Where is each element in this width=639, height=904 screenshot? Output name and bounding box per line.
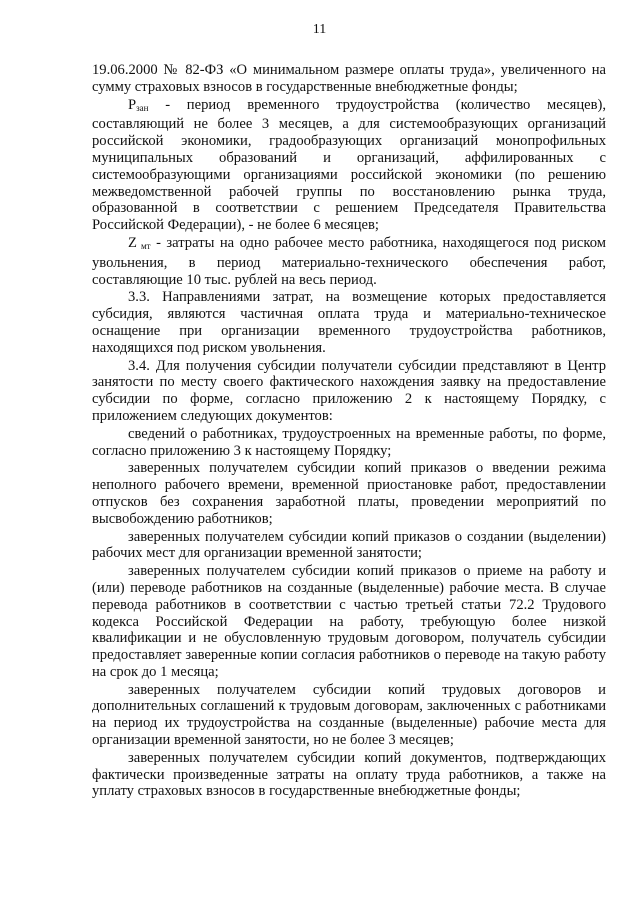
list-item-workplace-creation-orders [92,529,606,563]
list-item-hiring-orders [92,563,606,681]
list-item-labor-contracts [92,682,606,749]
paragraph-text: 3.4. Для получения субсидии получатели субсидии представляют в Центр занятости по месту своего фактического нахождения заявку на предоставление субсидии по форме, согласно приложению 2 к настоящему Порядку, с приложением следующих документов: [92,357,606,424]
formula-symbol: Z $_{мт}$ [128,234,151,251]
paragraph-text: 3.3. Направлениями затрат, на возмещение которых предоставляется субсидия, являются частичная оплата труда и материально-техническое оснащение при организации временного трудоустройства работников, находящихся под риском увольнения. [92,289,606,356]
list-item-expense-documents [92,750,606,800]
paragraph-text: - затраты на одно рабочее место работника, находящегося под риском увольнения, в период материально-технического обеспечения работ, составляющие 10 тыс. рублей на весь период. [92,234,606,288]
formula-symbol: $P_{зан}$ [128,96,149,113]
paragraph-min-wage-reference [92,62,606,96]
paragraph-text: сведений о работниках, трудоустроенных на временные работы, по форме, согласно приложению 3 к настоящему Порядку; [92,425,606,459]
page-number: 11 [312,22,327,37]
paragraph-text: заверенных получателем субсидии копий приказов о приеме на работу и (или) переводе работников на созданные (выделенные) рабочие места. В случае перевода работников в соответствии с частью третьей статьи 72.2 Трудового кодекса Российской Федерации на работу, требующую более низкой квалификации и не обусловленную трудовым договором, получатель субсидии предоставляет заверенные копии согласия работников о переводе на такую работу на срок до 1 месяца; [92,563,606,680]
document-body [92,62,606,800]
list-item-worker-info [92,426,606,460]
paragraph-costs-definition [92,235,606,288]
paragraph-period-definition [92,97,606,234]
paragraph-text: 19.06.2000 № 82-ФЗ «О минимальном размере оплаты труда», увеличенного на сумму страховых взносов в государственные внебюджетные фонды; [92,62,606,95]
paragraph-text: заверенных получателем субсидии копий приказов о введении режима неполного рабочего времени, временной приостановке работ, предоставлении отпусков без сохранения заработной платы, проведении мероприятий по высвобождению работников; [92,460,606,527]
paragraph-text: - период временного трудоустройства (количество месяцев), составляющий не более 3 месяцев, а для системообразующих организаций российской экономики, градообразующих организаций монопрофильных муниципальных образований и организаций, аффилированных с системообразующими организациями российской экономики (по решению межведомственной рабочей группы по восстановлению рынка труда, образованной в соответствии с решением Председателя Правительства Российской Федерации), - не более 6 месяцев; [92,96,606,234]
paragraph-section-3-3 [92,289,606,356]
formula-subscript: зан [136,102,149,113]
paragraph-text: заверенных получателем субсидии копий документов, подтверждающих фактически произведенные затраты на оплату труда работников, а также на уплату страховых взносов в государственные внебюджетные фонды; [92,749,606,800]
paragraph-text: заверенных получателем субсидии копий приказов о создании (выделении) рабочих мест для организации временной занятости; [92,528,606,562]
paragraph-section-3-4 [92,358,606,425]
formula-subscript: мт [136,240,151,251]
list-item-part-time-orders [92,460,606,527]
paragraph-text: заверенных получателем субсидии копий трудовых договоров и дополнительных соглашений к трудовым договорам, заключенных с работниками на период их трудоустройства на созданные (выделенные) рабочие места для организации временной занятости, но не более 3 месяцев; [92,681,606,749]
